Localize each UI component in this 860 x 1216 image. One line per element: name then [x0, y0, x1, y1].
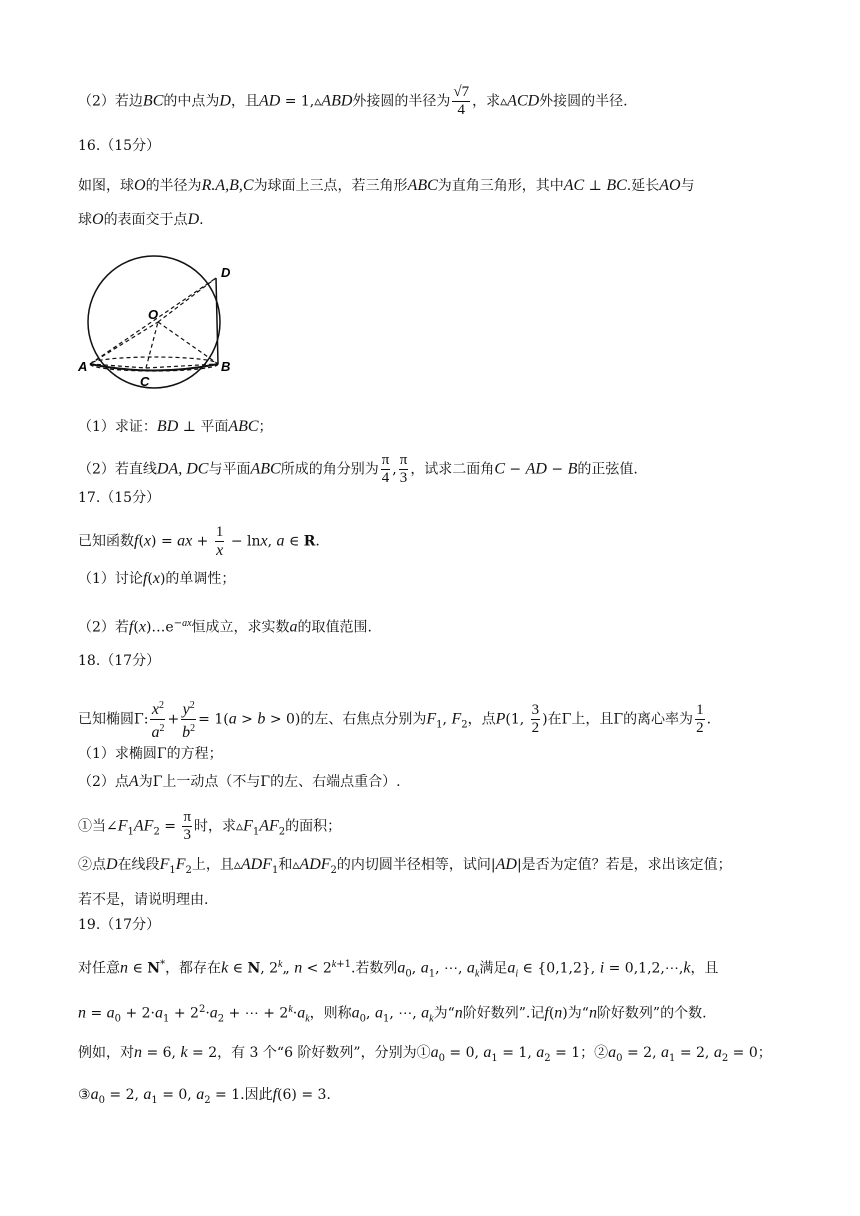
q16-line1: 如图，球O的半径为R.A,B,C为球面上三点，若三角形ABC为直角三角形，其中AC ⊥ BC.延长AO与: [78, 177, 695, 194]
q18-part2: （2）点A为Γ上一动点（不与Γ的左、右端点重合）.: [78, 773, 401, 790]
sphere-figure: [76, 240, 246, 400]
q19-line3: 例如，对n = 6, k = 2，有 3 个“6 阶好数列”，分别为$①a_0 = 0$, $a_1 = 1$, $a_2 = 1$；$②a_0 = 2$, $a_1 = 2$, $a_2 = 0$；: [78, 1044, 772, 1064]
q17-intro: 已知函数f(x) = ax + $\frac{1}{x}$ − lnx, a ∈ R.: [78, 524, 320, 559]
q18-sub2-line2: 若不是，请说明理由.: [78, 892, 209, 908]
q19-line1: 对任意n ∈ N*，都存在k ∈ N, 2$^k$„ $n < 2^{k+1}$.若数列$a_0$, $a_1$, ⋯, $a_k$满足$a_i$ ∈ {0,1,2}, i = 0,1,2,⋯,k，且: [78, 959, 719, 980]
q18-sub1: ①当$\angle F_1AF_2$ = $\frac{\pi}{3}$ 时，求$▵F_1AF_2$的面积；: [78, 809, 342, 843]
q19-heading: 19.（17分）: [78, 917, 161, 933]
q18-intro: 已知椭圆Γ: $\frac{x^2}{a^2}$ + $\frac{y^2}{b^2}$ = 1(a > b > 0)的左、右焦点分别为$F_1$, $F_2$，点P(1, $\frac{3}{2}$ )在Γ上，且Γ的离心率为 $\frac{1}{2}$ .: [78, 697, 711, 742]
q16-part1: （1）求证：BD ⊥ 平面ABC；: [78, 418, 273, 435]
q15-part2: （2）若边BC的中点为D，且AD = 1,▵ABD外接圆的半径为 $\frac{√7}{4}$ ，求▵ACD外接圆的半径.: [78, 84, 628, 118]
q19-line2: $n = a_0 + 2\cdot a_1 + 2^2\cdot a_2$ + ⋯ + $2^k\cdot a_k$，则称$a_0$, $a_1$, ⋯, $a_k$为“n阶好数列”.记f(n)为“n阶好数列”的个数.: [78, 1004, 707, 1025]
q16-part2: （2）若直线DA, DC与平面ABC所成的角分别为 $\frac{\pi}{4}$ , $\frac{\pi}{3}$ ，试求二面角C − AD − B的正弦值.: [78, 452, 638, 486]
label-b: B: [221, 359, 231, 374]
q17-part1: （1）讨论f(x)的单调性；: [78, 570, 236, 587]
q19-line4: $③a_0 = 2$, $a_1 = 0$, $a_2 = 1$.因此f(6) = 3.: [78, 1086, 331, 1106]
q17-heading: 17.（15分）: [78, 490, 161, 506]
label-c: C: [140, 374, 150, 389]
q16-heading: 16.（15分）: [78, 138, 161, 154]
label-a: A: [78, 359, 88, 374]
q18-sub2: ②点D在线段$F_1F_2$上，且$▵ADF_1$和$▵ADF_2$的内切圆半径相等，试问|AD|是否为定值？若是，求出该定值；: [78, 856, 732, 876]
q18-heading: 18.（17分）: [78, 653, 161, 669]
fraction: $\frac{√7}{4}$: [453, 84, 470, 118]
q18-part1: （1）求椭圆Γ的方程；: [78, 746, 223, 762]
label-d: D: [221, 265, 231, 280]
q16-line2: 球O的表面交于点D.: [78, 211, 204, 228]
q17-part2: （2）若$f(x)\dots e^{-ax}$恒成立，求实数a的取值范围.: [78, 618, 372, 636]
label-o: O: [148, 307, 159, 322]
